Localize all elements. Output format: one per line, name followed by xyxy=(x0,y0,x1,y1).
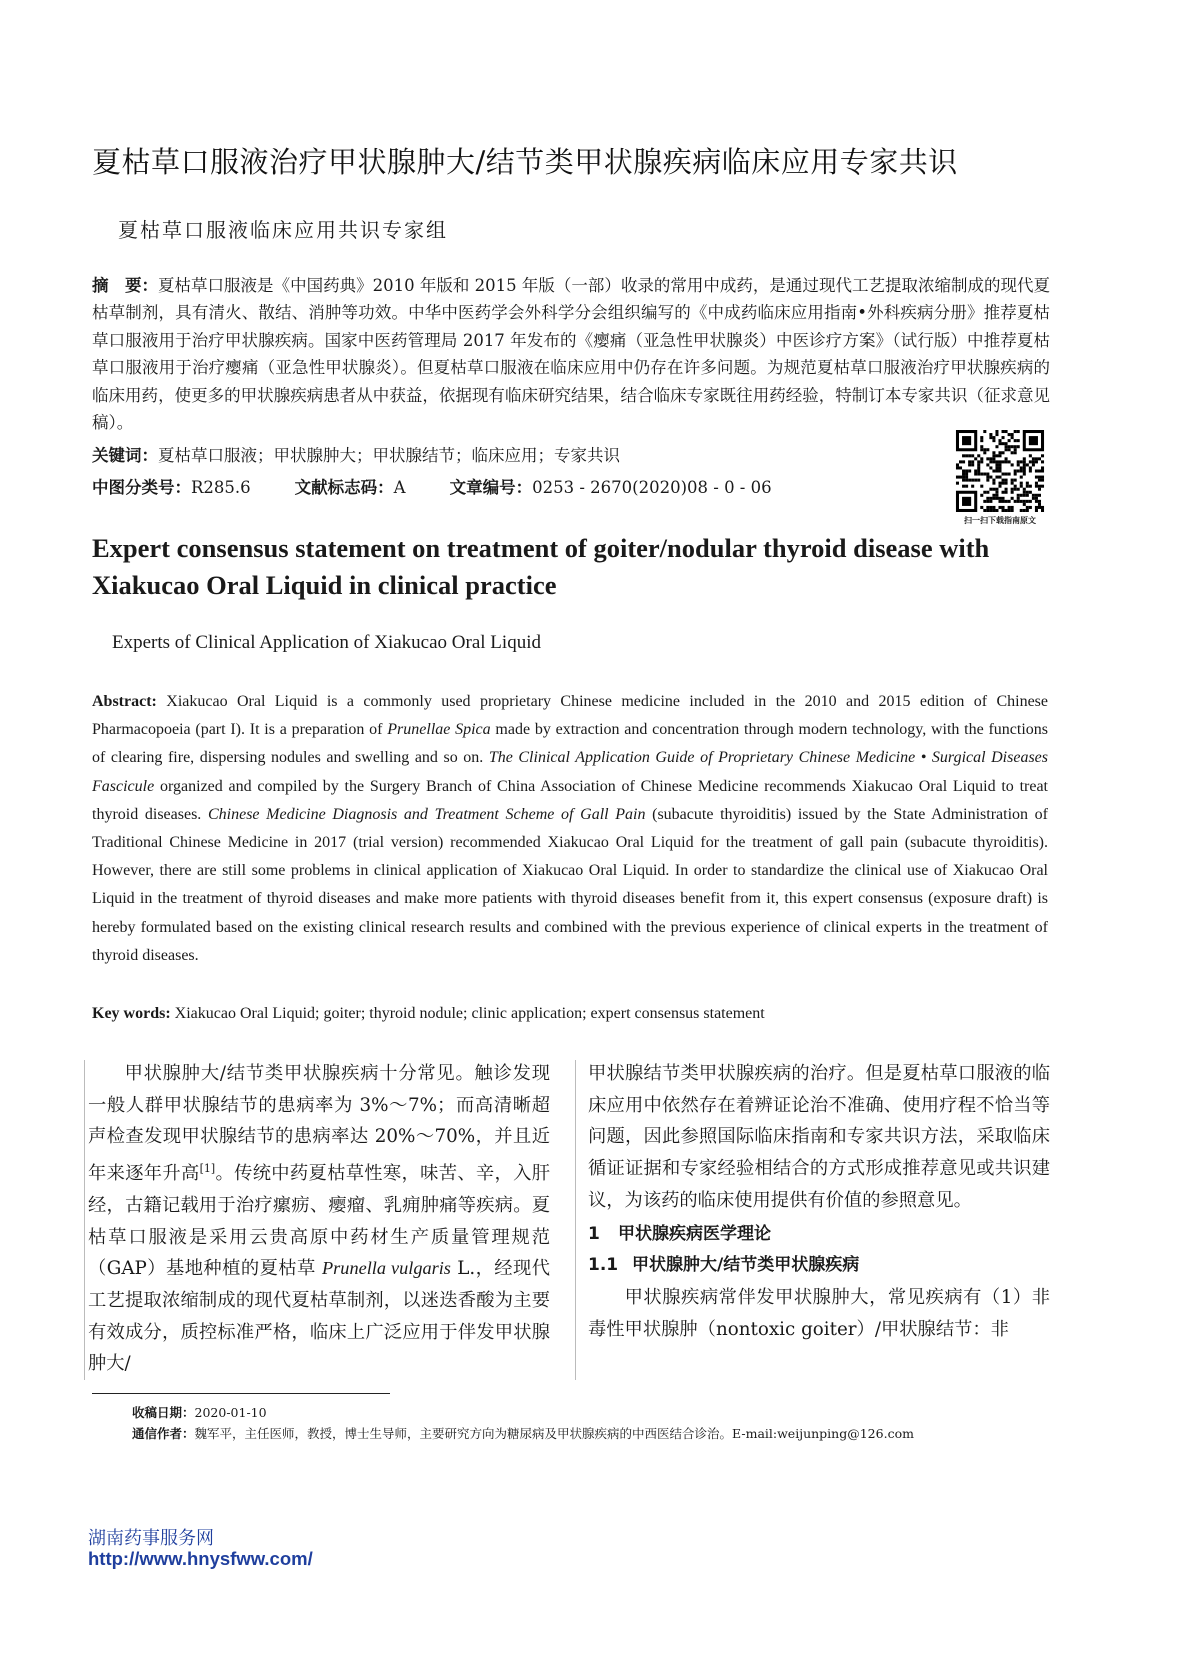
cn-abstract-label: 摘 要： xyxy=(92,276,159,295)
en-abstract xyxy=(92,688,1048,970)
qr-code-icon xyxy=(955,430,1045,512)
body-text: L.，经现代工艺提取浓缩制成的现代夏枯草制剂，以迷迭香酸为主要有效成分，质控标准严格，临床上广泛应用于伴发甲状腺肿大/ xyxy=(88,1258,551,1375)
qr-code[interactable] xyxy=(955,430,1045,526)
cn-abstract-text: 夏枯草口服液是《中国药典》2010 年版和 2015 年版（一部）收录的常用中成药，是通过现代工艺提取浓缩制成的现代夏枯草制剂，具有清火、散结、消肿等功效。中华中医药学会外科学分会组织编写的《中成药临床应用指南•外科疾病分册》推荐夏枯草口服液用于治疗甲状腺疾病。国家中医药管理局 2017 年发布的《瘿痛（亚急性甲状腺炎）中医诊疗方案》（试行版）中推荐夏枯草口服液用于治疗瘿痛（亚急性甲状腺炎）。但夏枯草口服液在临床应用中仍存在许多问题。为规范夏枯草口服液治疗甲状腺疾病的临床用药，使更多的甲状腺疾病患者从中获益，依据现有临床研究结果，结合临床专家既往用药经验，特制订本专家共识（征求意见稿）。 xyxy=(92,276,1051,433)
section-heading-1-1 xyxy=(588,1250,1050,1282)
doc-code-label: 文献标志码： xyxy=(294,478,394,497)
en-keywords-text: Xiakucao Oral Liquid; goiter; thyroid nodule; clinic application; expert consensus statement xyxy=(170,1005,765,1022)
section-number: 1 xyxy=(588,1223,600,1244)
body-column-left xyxy=(88,1058,550,1380)
clc-label: 中图分类号： xyxy=(92,478,191,497)
cn-title: 夏枯草口服液治疗甲状腺肿大/结节类甲状腺疾病临床应用专家共识 xyxy=(92,145,958,179)
en-abstract-italic: The Clinical Application Guide of Proprietary Chinese Medicine • Surgical Diseases Fascicule xyxy=(92,749,1049,795)
column-rule-left xyxy=(84,1060,85,1380)
en-abstract-italic: Prunellae Spica xyxy=(387,721,491,739)
en-abstract-part: organized and compiled by the Surgery Branch of China Association of Chinese Medicine recommends Xiakucao Oral Liquid to treat thyroid diseases. xyxy=(92,777,1048,823)
cn-abstract xyxy=(92,272,1050,436)
cn-keywords-text: 夏枯草口服液；甲状腺肿大；甲状腺结节；临床应用；专家共识 xyxy=(158,446,620,465)
corresponding-author xyxy=(132,1423,1052,1444)
en-keywords xyxy=(92,1000,1048,1028)
cn-keywords-label: 关键词： xyxy=(92,446,158,465)
cn-keywords xyxy=(92,442,972,466)
doc-code-value: A xyxy=(393,478,406,497)
doc-code xyxy=(295,478,406,497)
en-abstract-label: Abstract: xyxy=(92,693,157,710)
body-text: 甲状腺肿大/结节类甲状腺疾病十分常见。触诊发现一般人群甲状腺结节的患病率为 3%～7%；而高清晰超声检查发现甲状腺结节的患病率达 20%～70%，并且近年来逐年升高 xyxy=(88,1063,550,1185)
en-title: Expert consensus statement on treatment of goiter/nodular thyroid disease with Xiakucao Oral Liquid in clinical practice xyxy=(92,533,990,600)
body-column-right xyxy=(588,1058,1050,1345)
article-no-value: 0253 - 2670(2020)08 - 0 - 06 xyxy=(532,478,772,497)
en-authors: Experts of Clinical Application of Xiakucao Oral Liquid xyxy=(112,632,541,653)
watermark-site-name: 湖南药事服务网 xyxy=(88,1528,214,1549)
received-date xyxy=(132,1402,1052,1423)
body-text: 。传统中药夏枯草性寒，味苦、辛，入肝经，古籍记载用于治疗瘰疬、瘿瘤、乳痈肿痛等疾病。夏枯草口服液是采用云贵高原中药材生产质量管理规范（GAP）基地种植的夏枯草 xyxy=(88,1163,551,1280)
section-title: 甲状腺疾病医学理论 xyxy=(618,1223,771,1244)
en-keywords-label: Key words: xyxy=(92,1005,171,1022)
en-abstract-italic: Chinese Medicine Diagnosis and Treatment Scheme of Gall Pain xyxy=(207,805,646,823)
en-abstract-part: (subacute thyroiditis) issued by the State Administration of Traditional Chinese Medicine in 2017 (trial version) recommended Xiakucao Oral Liquid for the treatment of gall pain (subacute thyroiditis). However, there are still some problems in clinical application of Xiakucao Oral Liquid. In order to standardize the clinical use of Xiakucao Oral Liquid in the treatment of thyroid diseases and make more patients with thyroid diseases benefit from it, this expert consensus (exposure draft) is hereby formulated based on the existing clinical research results and combined with the previous experience of clinical experts in the treatment of thyroid diseases. xyxy=(92,805,1049,964)
section-title: 甲状腺肿大/结节类甲状腺疾病 xyxy=(632,1255,860,1276)
footnote xyxy=(132,1402,1052,1444)
received-label: 收稿日期： xyxy=(132,1405,195,1420)
clc-number xyxy=(92,478,251,497)
en-abstract-part: Xiakucao Oral Liquid is a commonly used proprietary Chinese medicine included in the 2010 and 2015 edition of Chinese Pharmacopoeia (part I). It is a preparation of xyxy=(92,693,1048,739)
corr-label: 通信作者： xyxy=(132,1426,195,1441)
en-abstract-part: made by extraction and concentration through modern technology, with the functions of clearing fire, dispersing nodules and swelling and so on. xyxy=(92,721,1049,767)
article-no-label: 文章编号： xyxy=(449,478,533,497)
cn-meta xyxy=(92,474,972,498)
qr-caption: 扫一扫下载指南原文 xyxy=(964,516,1036,525)
latin-name: Prunella vulgaris xyxy=(322,1258,451,1279)
received-value: 2020-01-10 xyxy=(194,1405,267,1420)
body-paragraph: 甲状腺疾病常伴发甲状腺肿大，常见疾病有（1）非毒性甲状腺肿（nontoxic goiter）/甲状腺结节：非 xyxy=(588,1286,1050,1340)
citation-ref[interactable]: [1] xyxy=(199,1162,216,1176)
corr-value: 魏军平，主任医师，教授，博士生导师，主要研究方向为糖尿病及甲状腺疾病的中西医结合诊治。E-mail:weijunping@126.com xyxy=(194,1426,914,1441)
column-rule-right xyxy=(575,1060,576,1380)
cn-authors: 夏枯草口服液临床应用共识专家组 xyxy=(118,218,448,242)
watermark-site-url[interactable]: http://www.hnysfww.com/ xyxy=(88,1548,313,1569)
body-paragraph xyxy=(88,1058,550,1380)
article-number xyxy=(450,478,772,497)
footnote-rule xyxy=(92,1393,390,1394)
section-number: 1.1 xyxy=(588,1255,619,1276)
section-heading-1 xyxy=(588,1219,1050,1251)
clc-value: R285.6 xyxy=(191,478,251,497)
body-paragraph: 甲状腺结节类甲状腺疾病的治疗。但是夏枯草口服液的临床应用中依然存在着辨证论治不准确、使用疗程不恰当等问题，因此参照国际临床指南和专家共识方法，采取临床循证证据和专家经验相结合的方式形成推荐意见或共识建议，为该药的临床使用提供有价值的参照意见。 xyxy=(588,1063,1050,1211)
